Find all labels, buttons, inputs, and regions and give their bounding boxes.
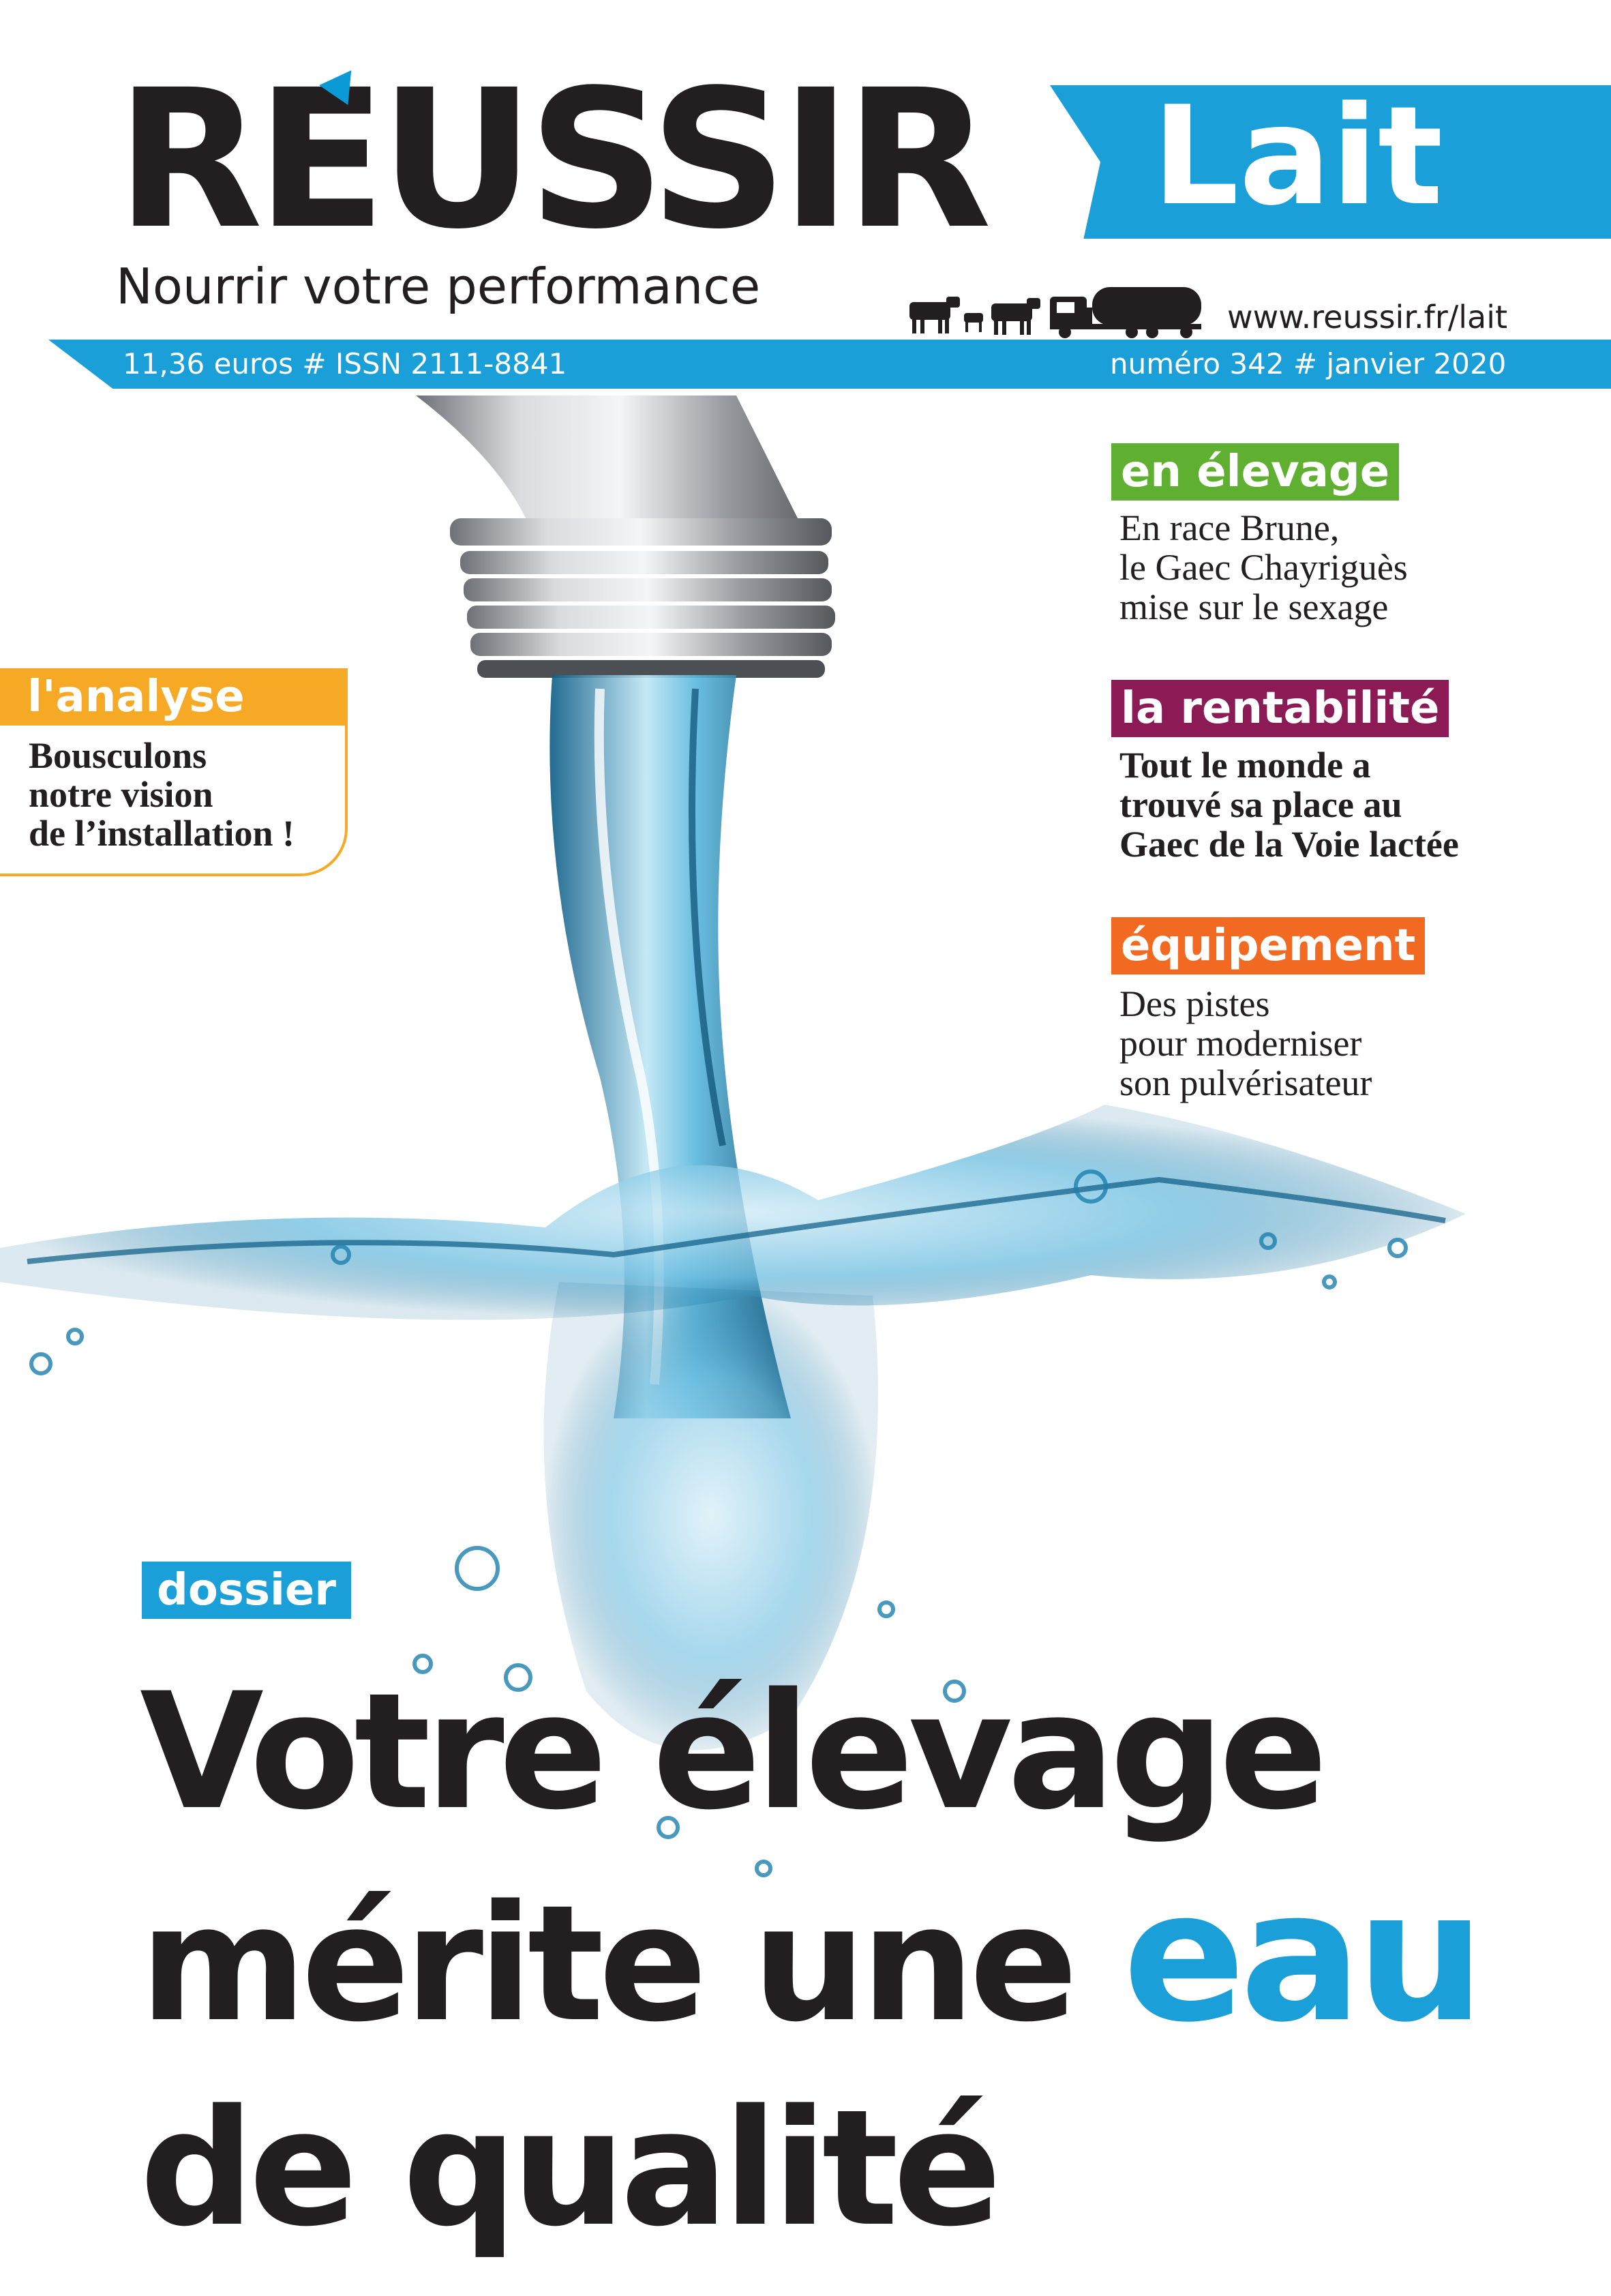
cover-headline[interactable] bbox=[140, 1650, 1479, 2271]
story-analyse[interactable] bbox=[29, 736, 295, 853]
story-elevage[interactable] bbox=[1119, 508, 1408, 627]
section-tag-analyse[interactable]: l'analyse bbox=[0, 668, 348, 726]
story-line: pour moderniser bbox=[1119, 1023, 1362, 1064]
headline-text: mérite une bbox=[140, 1871, 1124, 2057]
story-line: Des pistes bbox=[1119, 983, 1270, 1024]
magazine-logo[interactable]: REUSSIR bbox=[116, 49, 985, 271]
story-line: le Gaec Chayriguès bbox=[1119, 547, 1408, 588]
headline-line bbox=[140, 1852, 1480, 2067]
story-line: trouvé sa place au bbox=[1119, 784, 1402, 825]
section-tag-elevage[interactable]: en élevage bbox=[1111, 443, 1399, 501]
story-line: son pulvérisateur bbox=[1119, 1062, 1372, 1103]
headline-accent-word: eau bbox=[1123, 1852, 1480, 2062]
website-link[interactable]: www.reussir.fr/lait bbox=[1227, 299, 1508, 336]
edition-title: Lait bbox=[1152, 77, 1443, 236]
tagline: Nourrir votre performance bbox=[116, 258, 761, 315]
headline-line: de qualité bbox=[140, 2076, 997, 2262]
story-line: Gaec de la Voie lactée bbox=[1119, 824, 1459, 865]
story-line: notre vision bbox=[29, 774, 213, 815]
story-line: mise sur le sexage bbox=[1119, 586, 1389, 627]
story-line: En race Brune, bbox=[1119, 507, 1340, 548]
story-line: de l’installation ! bbox=[29, 813, 295, 854]
issue-number: numéro 342 # janvier 2020 bbox=[1110, 347, 1507, 381]
cows-and-milk-truck-icon bbox=[907, 283, 1207, 339]
section-tag-equipement[interactable]: équipement bbox=[1111, 917, 1425, 974]
price-issn: 11,36 euros # ISSN 2111-8841 bbox=[123, 347, 567, 381]
headline-line: Votre élevage bbox=[140, 1659, 1323, 1845]
section-tag-rentabilite[interactable]: la rentabilité bbox=[1111, 680, 1449, 737]
story-line: Bousculons bbox=[29, 735, 207, 776]
story-line: Tout le monde a bbox=[1119, 745, 1371, 786]
story-rentabilite[interactable] bbox=[1119, 745, 1459, 864]
story-equipement[interactable] bbox=[1119, 984, 1372, 1103]
section-tag-dossier[interactable]: dossier bbox=[142, 1562, 351, 1619]
